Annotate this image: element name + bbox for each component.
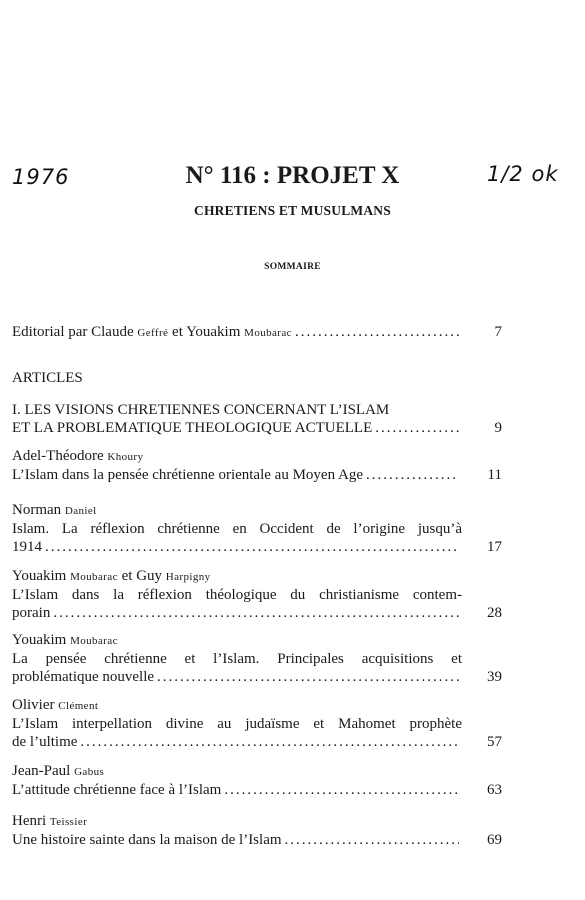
dot-leader	[285, 831, 459, 849]
author-last: Khoury	[107, 451, 144, 463]
dot-leader	[295, 323, 459, 341]
entry-title-line: La pensée chrétienne et l’Islam. Principales acquisitions et	[12, 651, 462, 667]
dot-leader	[375, 419, 459, 437]
page-number: 17	[487, 539, 502, 555]
page-number: 69	[487, 832, 502, 848]
page-number: 57	[487, 734, 502, 750]
entry-title-line: porain	[12, 605, 51, 621]
dot-leader	[157, 668, 459, 686]
toc-entry	[12, 501, 502, 556]
entry-title-line: de l’ultime	[12, 734, 78, 750]
page-number: 11	[487, 467, 502, 483]
page-number: 9	[494, 420, 502, 436]
author-last: Moubarac	[70, 571, 118, 583]
author-last: Harpigny	[165, 571, 211, 583]
entry-author: Jean-Paul Gabus	[12, 763, 105, 779]
dot-leader	[45, 538, 459, 556]
author-last: Gabus	[74, 766, 105, 778]
editorial-entry	[12, 323, 502, 342]
entry-author: Henri Teissier	[12, 813, 88, 829]
entry-author: Norman Daniel	[12, 502, 97, 518]
dot-leader	[53, 604, 459, 622]
editorial-text: Editorial par Claude Geffré et Youakim Moubarac	[12, 324, 292, 340]
page-number: 7	[494, 324, 502, 340]
toc-entry	[12, 696, 502, 751]
entry-title-line: Islam. La réflexion chrétienne en Occident de l’origine jusqu’à	[12, 521, 462, 537]
toc-entry	[12, 447, 502, 484]
entry-title-line: L’Islam dans la réflexion théologique du christianisme contem-	[12, 587, 462, 603]
section-line-1: I. LES VISIONS CHRETIENNES CONCERNANT L’ISLAM	[12, 402, 390, 418]
page-number: 63	[487, 782, 502, 798]
entry-author: Adel-Théodore Khoury	[12, 448, 144, 464]
author-last: Clément	[58, 700, 99, 712]
author-last: Teissier	[49, 816, 88, 828]
toc-entry	[12, 567, 502, 622]
author-last: Daniel	[64, 505, 97, 517]
dot-leader	[224, 781, 459, 799]
handwritten-year: 1976	[12, 165, 70, 189]
entry-title-line: L’Islam dans la pensée chrétienne orientale au Moyen Age	[12, 467, 363, 483]
section-line-2: ET LA PROBLEMATIQUE THEOLOGIQUE ACTUELLE	[12, 420, 373, 436]
author-last: Geffré	[137, 327, 169, 339]
entry-title-line: problématique nouvelle	[12, 669, 155, 685]
page-number: 28	[487, 605, 502, 621]
articles-heading: ARTICLES	[12, 370, 83, 386]
author-last: Moubarac	[70, 635, 118, 647]
entry-author: Olivier Clément	[12, 697, 99, 713]
toc-entry	[12, 762, 502, 799]
entry-title-line: Une histoire sainte dans la maison de l’Islam	[12, 832, 282, 848]
entry-title-line: L’attitude chrétienne face à l’Islam	[12, 782, 222, 798]
section-heading	[12, 401, 502, 437]
dot-leader	[366, 466, 459, 484]
toc-entry	[12, 631, 502, 686]
page-number: 39	[487, 669, 502, 685]
entry-author: Youakim Moubarac	[12, 632, 118, 648]
handwritten-note: 1/2 ok	[487, 162, 559, 186]
dot-leader	[80, 733, 459, 751]
issue-title: N° 116 : PROJET X	[185, 162, 400, 189]
sommaire-heading: SOMMAIRE	[264, 262, 321, 272]
toc-entry	[12, 812, 502, 849]
entry-author: Youakim Moubarac et Guy Harpigny	[12, 568, 211, 584]
author-last: Moubarac	[244, 327, 292, 339]
entry-title-line: L’Islam interpellation divine au judaïsme et Mahomet prophète	[12, 716, 462, 732]
issue-subtitle: CHRETIENS ET MUSULMANS	[194, 203, 391, 218]
entry-title-line: 1914	[12, 539, 42, 555]
